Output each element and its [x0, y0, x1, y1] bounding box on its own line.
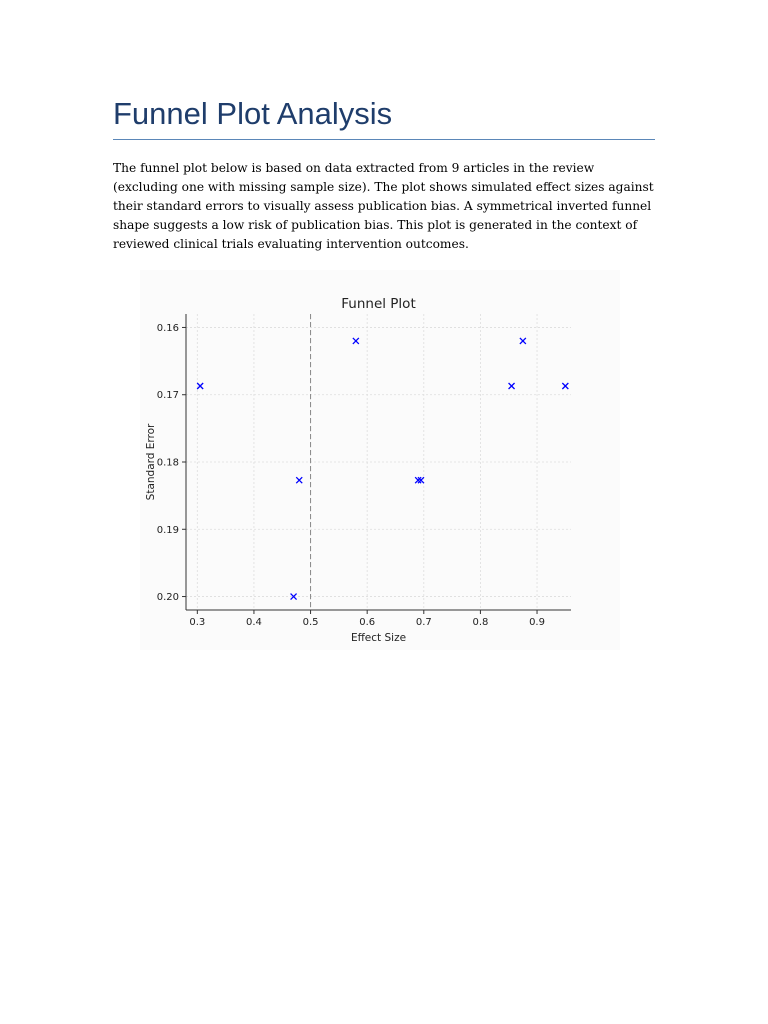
x-axis-label: Effect Size [350, 632, 407, 644]
y-axis-label: Standard Error [145, 423, 157, 501]
y-tick-label: 0.17 [156, 390, 179, 402]
funnel-plot-figure [140, 270, 620, 650]
intro-paragraph: The funnel plot below is based on data extracted from 9 articles in the review (excluding one with missing sample size). The plot shows simulated effect sizes against their standard errors to visually assess publication bias. A symmetrical inverted funnel shape suggests a low risk of publication bias. This plot is generated in the context of reviewed clinical trials evaluating intervention outcomes. [113, 161, 654, 251]
y-tick-label: 0.18 [156, 457, 179, 469]
chart-background [140, 270, 620, 650]
chart-title: Funnel Plot [341, 296, 416, 312]
title-divider [113, 139, 655, 140]
x-tick-label: 0.6 [359, 617, 376, 628]
x-tick-label: 0.9 [529, 617, 545, 628]
y-tick-label: 0.20 [156, 592, 179, 604]
funnel-plot-chart [140, 270, 620, 650]
page-title: Funnel Plot Analysis [113, 96, 393, 131]
x-tick-label: 0.7 [415, 617, 432, 628]
y-tick-label: 0.16 [156, 322, 179, 334]
x-tick-label: 0.4 [245, 617, 262, 628]
x-tick-label: 0.5 [302, 617, 319, 628]
y-tick-label: 0.19 [156, 524, 179, 536]
x-tick-label: 0.8 [472, 617, 489, 628]
x-tick-label: 0.3 [189, 617, 206, 628]
